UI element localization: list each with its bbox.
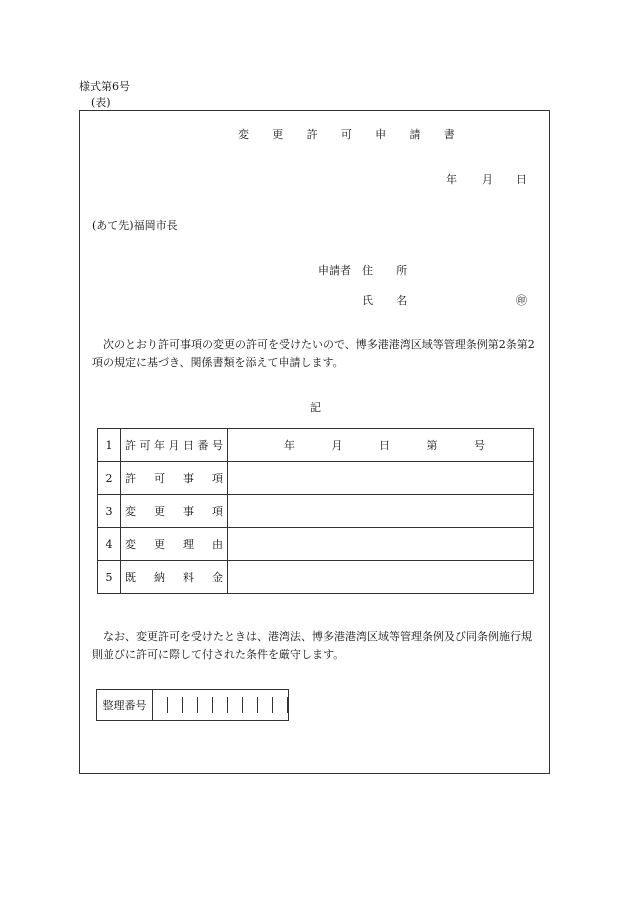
- item-label-char: 納: [154, 571, 165, 584]
- item-label-char: 号: [212, 439, 223, 452]
- form-side: (表): [91, 96, 111, 109]
- addressee: (あて先)福岡市長: [92, 219, 178, 232]
- item-value-part: 日: [379, 439, 390, 452]
- intro-text: 次のとおり許可事項の変更の許可を受けたいので、博多港港湾区域等管理条例第2条第2項の規定に基づき、関係書類を添えて申請します。: [92, 338, 535, 369]
- date-year: 年: [446, 173, 457, 186]
- item-row: [98, 429, 534, 462]
- item-row: [98, 528, 534, 561]
- reference-number-box: [96, 689, 289, 721]
- date-day: 日: [516, 173, 527, 186]
- item-label: [121, 429, 228, 462]
- item-value-part: 号: [474, 439, 485, 452]
- item-number: 4: [98, 528, 121, 561]
- item-label: [121, 462, 228, 495]
- item-value-field[interactable]: [228, 528, 534, 561]
- item-label-char: 変: [125, 538, 136, 551]
- item-label-char: 可: [154, 472, 165, 485]
- ki-label: 記: [310, 401, 321, 414]
- seal-mark: ㊞: [516, 294, 527, 307]
- item-label-char: 年: [154, 439, 165, 452]
- item-label: [121, 528, 228, 561]
- item-label-char: 可: [139, 439, 151, 452]
- item-label-char: 由: [212, 538, 223, 551]
- item-label-char: 料: [183, 571, 194, 584]
- item-label-char: 番: [197, 439, 209, 452]
- item-label-char: 事: [183, 505, 194, 518]
- item-label-char: 変: [125, 505, 136, 518]
- item-label-char: 許: [125, 439, 136, 452]
- name-label: 氏 名: [362, 294, 418, 307]
- address-label: 住 所: [362, 264, 418, 277]
- item-value-part: 月: [331, 439, 343, 452]
- reference-number-label: 整理番号: [97, 690, 153, 720]
- reference-number-cells[interactable]: [153, 690, 288, 720]
- item-value-field[interactable]: [228, 462, 534, 495]
- item-row: [98, 495, 534, 528]
- item-label: [121, 561, 228, 594]
- item-value-field[interactable]: [228, 429, 534, 462]
- item-value-field[interactable]: [228, 561, 534, 594]
- item-label: [121, 495, 228, 528]
- item-label-char: 許: [125, 472, 136, 485]
- item-row: [98, 561, 534, 594]
- item-label-char: 日: [183, 439, 194, 452]
- item-label-char: 項: [212, 472, 223, 485]
- item-label-char: 項: [212, 505, 223, 518]
- item-row: [98, 462, 534, 495]
- date-month: 月: [482, 173, 493, 186]
- item-label-char: 理: [183, 538, 194, 551]
- item-value-field[interactable]: [228, 495, 534, 528]
- item-label-char: 金: [212, 571, 223, 584]
- applicant-label: 申請者: [318, 264, 351, 277]
- item-value-part: 年: [284, 439, 295, 452]
- closing-text: なお、変更許可を受けたときは、港湾法、博多港港湾区域等管理条例及び同条例施行規則並びに許可に際して付された条件を厳守します。: [92, 630, 532, 661]
- item-number: 5: [98, 561, 121, 594]
- items-table: [97, 428, 534, 594]
- item-value-part: 第: [426, 439, 438, 452]
- item-number: 1: [98, 429, 121, 462]
- item-label-char: 更: [154, 505, 165, 518]
- item-label-char: 更: [154, 538, 165, 551]
- item-label-char: 事: [183, 472, 194, 485]
- item-number: 2: [98, 462, 121, 495]
- form-number: 様式第6号: [79, 80, 130, 93]
- item-label-char: 月: [168, 439, 180, 452]
- item-number: 3: [98, 495, 121, 528]
- form-title: 変 更 許 可 申 請 書: [238, 128, 465, 141]
- item-label-char: 既: [125, 571, 136, 584]
